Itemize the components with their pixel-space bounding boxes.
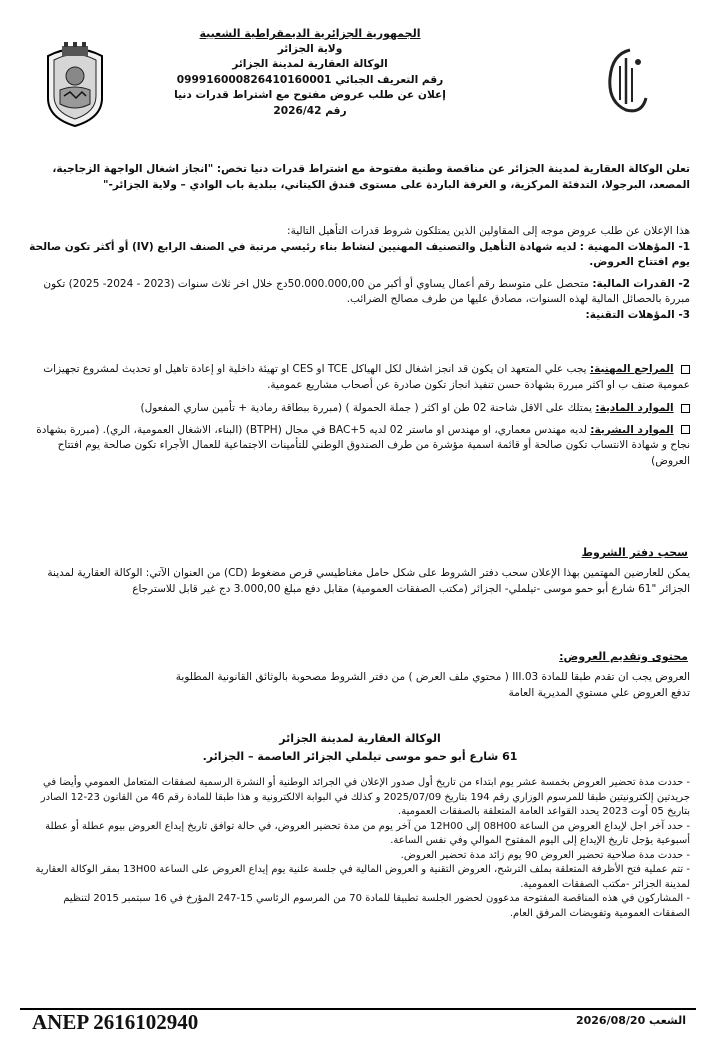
note-item: - حدد آخر اجل لإيداع العروض من الساعة 08H00 إلى 12H00 من آخر يوم من مدة تحضير العروض، في حالة توافق تاريخ إيداع العروض بيوم عطلة أو عطلة أسبوعية يؤجل تاريخ الإيداع إلى اليوم المفتوح الموالي وفي نفس الساعة. [45, 820, 690, 846]
note-item: - المشاركون في هذه المناقصة المفتوحة مدعوون لحضور الجلسة تطبيقا للمادة 70 من المرسوم الرئاسي 15-247 المؤرخ في 16 سبتمبر 2015 لتنظيم الصفقات العمومية وتفويضات المرفق العام. [63, 893, 690, 919]
offers-line1: العروض يجب ان تقدم طبقا للمادة III.03 ( محتوي ملف العرض ) من دفتر الشروط مصحوبة بالوثائق القانونية المطلوبة [175, 671, 690, 683]
qualification-financial [28, 277, 690, 308]
square-bullet-icon [681, 425, 690, 434]
references-text: يجب علي المتعهد ان يكون قد انجز اشغال لكل الهياكل TCE او CES او تهيئة داخلية او إعادة تاهيل او تحديث لمشروع تجهيزات عمومية صنف ب او اكثر مبررة بشهادة حسن تنفيذ انجاز تكون صادرة عن أصحاب مشاريع عمومية. [43, 363, 690, 391]
announcement-type: إعلان عن طلب عروض مفتوح مع اشتراط قدرات دنيا [174, 89, 446, 101]
note-item: - تتم عملية فتح الأظرفة المتعلقة بملف الترشح، العروض التقنية و العروض المالية في جلسة علنية يوم إيداع العروض على الساعة 13H00 بمقر الوكالة العقارية لمدينة الجزائر -مكتب الصفقات العمومية. [35, 864, 690, 890]
material-label: الموارد المادية: [595, 402, 674, 414]
offers-section [28, 670, 690, 701]
note-item: - حددت مدة صلاحية تحضير العروض 90 يوم زائد مدة تحضير العروض. [400, 849, 690, 861]
square-bullet-icon [681, 404, 690, 413]
agency-title: الوكالة العقارية لمدينة الجزائر [279, 732, 441, 745]
technical-material [28, 401, 690, 417]
qualification-financial-text: متحصل على متوسط رقم أعمال يساوي أو أكبر من 50.000.000,00دج خلال اخر ثلاث سنوات (2023 - 2024- 2025) تكون مبررة بالحصائل المالية لهذه السنوات، مصادق عليها من طرف مصالح الضرائب. [43, 277, 690, 305]
algiers-coat-of-arms-seal-icon [40, 40, 110, 128]
references-label: المراجع المهنية: [589, 363, 674, 375]
qualification-professional-text: لديه شهادة التأهيل والتصنيف المهنيين لنشاط بناء رئيسي مرتبة في الصنف الرابع (IV) أو أكثر تكون صالحة يوم افتتاح العروض. [29, 240, 690, 268]
wilaya-name: ولاية الجزائر [277, 42, 343, 55]
anep-code: ANEP 2616102940 [32, 1010, 199, 1034]
agency-address: 61 شارع أبو حمو موسى تيلملي الجزائر العاصمة – الجزائر. [202, 750, 518, 763]
human-text: لديه مهندس معماري، او مهندس او ماستر 02 لديه BAC+5 في مجال (BTPH) (البناء، الاشغال العمومية، الري). (مبررة بشهادة نجاح و شهادة الانتساب تكون صالحة أو قائمة اسمية مؤشرة من طرف الصندوق الوطني للتأمينات الاجتماعية للعمال الأجراء تكون صالحة يوم افتتاح العروض) [36, 423, 690, 467]
qualification-financial-label: 2- القدرات المالية: [592, 277, 690, 290]
page-footer [20, 1008, 696, 1038]
announcement-header [150, 26, 470, 119]
agency-name: الوكالة العقارية لمدينة الجزائر [232, 58, 388, 70]
publication-date: الشعب 2026/08/20 [575, 1014, 686, 1027]
announcement-number: رقم 2026/42 [273, 104, 347, 117]
human-label: الموارد البشرية: [590, 423, 674, 436]
notes-section [28, 776, 690, 921]
intro-paragraph: تعلن الوكالة العقارية لمدينة الجزائر عن مناقصة وطنية مفتوحة مع اشتراط قدرات دنيا تخص: "انجاز اشغال الواجهة الزجاجية، المصعد، البرجولا، التدفئة المركزية، و الغرفة الباردة على مستوى فندق الكيتاني، ببلدية باب الوادي – ولاية الجزائر-" [52, 163, 690, 191]
qualification-professional [28, 240, 690, 271]
cdc-text: يمكن للعارضين المهتمين بهذا الإعلان سحب دفتر الشروط على شكل حامل مغناطيسي قرص مضغوط (CD) من العنوان الآتي: الوكالة العقارية لمدينة الجزائر "61 شارع أبو حمو موسى -تيلملي- الجزائر (مكتب الصفقات العمومية) مقابل دفع مبلغ 3.000,00 دج غير قابل للاسترجاع [47, 567, 690, 595]
technical-section [28, 362, 690, 469]
agency-address-block [150, 730, 570, 766]
agency-logo-icon [592, 40, 652, 120]
qualifications-section [28, 224, 690, 323]
cdc-title: سحب دفتر الشروط [581, 546, 688, 559]
qualification-technical-label: 3- المؤهلات التقنية: [585, 308, 690, 321]
square-bullet-icon [681, 365, 690, 374]
tax-id: رقم التعريف الجبائي 099916000826410160001 [176, 73, 444, 86]
note-item: - حددت مدة تحضير العروض بخمسة عشر يوم ابتداء من تاريخ أول صدور الإعلان في الجرائد الوطنية أو النشرة الرسمية لصفقات المتعامل العمومي وأيضا في جريدتين إلكترونيتين طبقا للمرسوم الوزاري رقم 194 بتاريخ 2025/07/09 و كذلك في البوابة الالكترونية و هذا طبقا للمادة رقم 46 من القانون 23-12 الصادر بتاريخ 05 أوت 2023 يحدد القواعد العامة المتعلقة بالصفقات العمومية. [40, 777, 690, 817]
qualifications-lead: هذا الإعلان عن طلب عروض موجه إلى المقاولين الذين يمتلكون شروط قدرات التأهيل التالية: [287, 225, 690, 237]
material-text: يمتلك على الاقل شاحنة 02 طن او اكثر ( جملة الحمولة ) (مبررة ببطاقة رمادية + تأمين ساري المفعول) [140, 402, 593, 414]
offers-title: محتوى وتقديم العروض: [559, 650, 688, 663]
qualification-professional-label: 1- المؤهلات المهنية : [579, 240, 690, 253]
offers-line2: تدفع العروض علي مستوي المديرية العامة [508, 686, 690, 699]
republic-title: الجمهورية الجزائرية الديمقراطية الشعبية [199, 27, 421, 40]
technical-human [28, 423, 690, 470]
technical-references [28, 362, 690, 393]
